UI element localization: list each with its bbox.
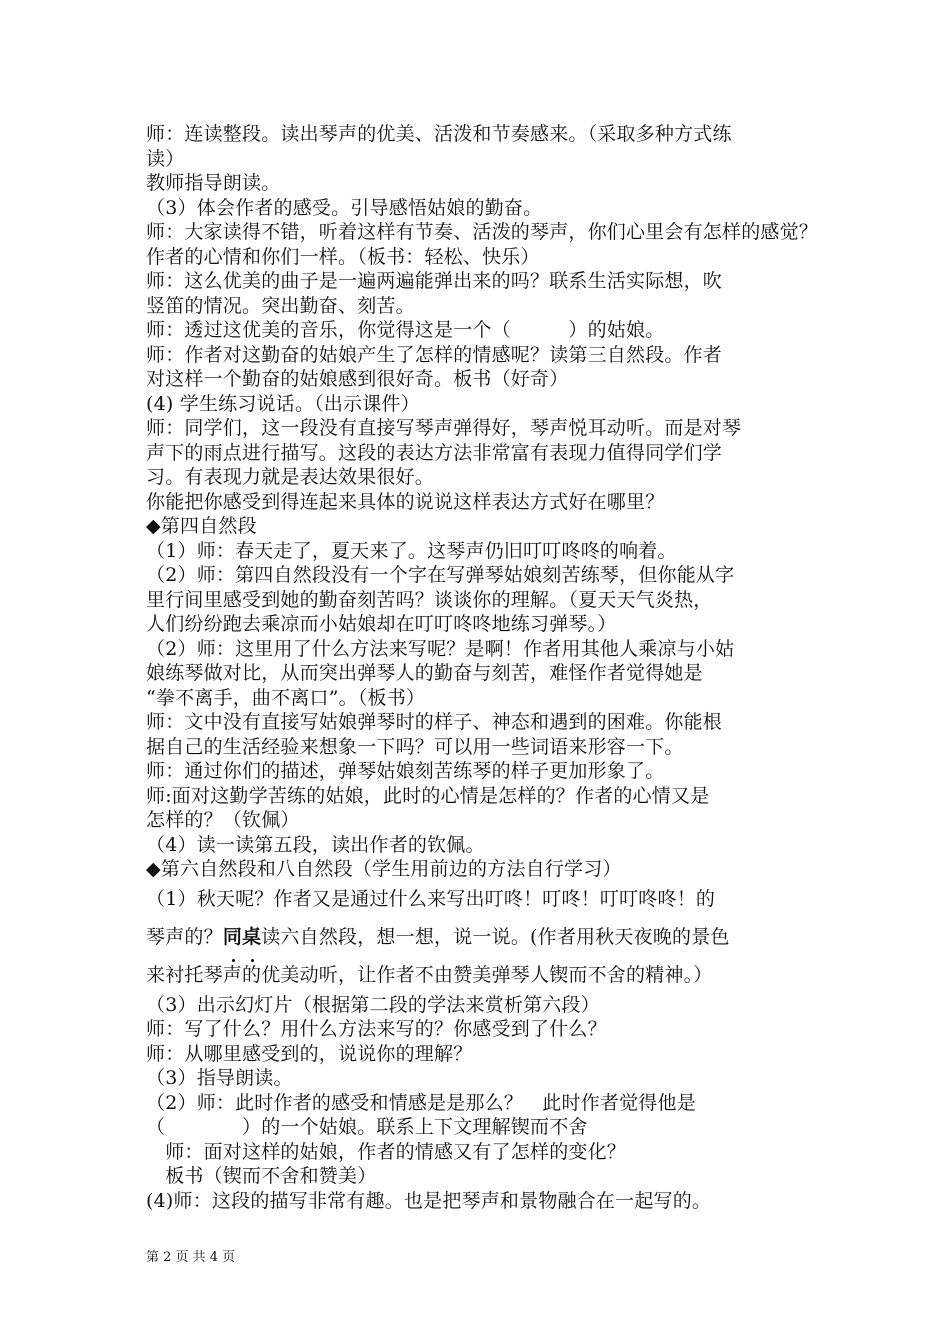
emphasized-word: 同桌 (222, 925, 262, 948)
text-line: （1）师：春天走了，夏天来了。这琴声仍旧叮叮咚咚的响着。 (146, 539, 677, 562)
text-line: 师：透过这优美的音乐，你觉得这是一个（ ）的姑娘。 (146, 319, 665, 341)
text-line: (4)师：这段的描写非常有趣。也是把琴声和景物融合在一起写的。 (146, 1189, 712, 1212)
section-heading: ◆第四自然段 (146, 515, 257, 537)
section-heading: ◆第六自然段和八自然段（学生用前边的方法自行学习） (146, 858, 622, 880)
text-line: 竖笛的情况。突出勤奋、刻苦。 (146, 294, 415, 317)
emphasized-text (223, 917, 261, 958)
text-line: 师：面对这样的姑娘，作者的情感又有了怎样的变化？ (146, 1140, 627, 1163)
emphasis-dot (232, 959, 235, 962)
text-line: 师：从哪里感受到的，说说你的理解？ (146, 1042, 473, 1065)
text-line: 你能把你感受到得连起来具体的说说这样表达方式好在哪里？ (146, 490, 665, 513)
text-line: （2）师：这里用了什么方法来写呢？是啊！作者用其他人乘凉与小姑 (146, 637, 735, 660)
text-line: 据自己的生活经验来想象一下吗？可以用一些词语来形容一下。 (146, 735, 684, 758)
text-line: （4）读一读第五段，读出作者的钦佩。 (146, 833, 485, 856)
text-line: （2）师：此时作者的感受和情感是是那么？ 此时作者觉得他是 (146, 1091, 696, 1114)
text-line: （3）指导朗读。 (146, 1067, 293, 1089)
text-line: （ ）的一个姑娘。联系上下文理解锲而不舍 (146, 1116, 588, 1138)
text-line: 来衬托琴声的优美动听，让作者不由赞美弹琴人锲而不舍的精神。） (146, 963, 713, 986)
text-line: （3）出示幻灯片（根据第二段的学法来赏析第六段） (146, 993, 600, 1016)
page-footer: 第 2 页 共 4 页 (146, 1250, 236, 1265)
text-line: 习。有表现力就是表达效果很好。 (146, 466, 435, 488)
text-line: 板书（锲而不舍和赞美） (146, 1165, 377, 1187)
text-line: 里行间里感受到她的勤奋刻苦吗？谈谈你的理解。（夏天天气炎热， (146, 588, 713, 611)
text-line: 师：作者对这勤奋的姑娘产生了怎样的情感呢？读第三自然段。作者 (146, 343, 723, 366)
text-line: 师：通过你们的描述，弹琴姑娘刻苦练琴的样子更加形象了。 (146, 760, 665, 782)
text-line: （1）秋天呢？作者又是通过什么来写出叮咚！叮咚！叮叮咚咚！的 (146, 887, 716, 910)
text-segment: 读六自然段，想一想，说一说。(作者用秋天夜晚的景色 (261, 925, 730, 948)
text-line: 人们纷纷跑去乘凉而小姑娘却在叮叮咚咚地练习弹琴。） (146, 613, 617, 635)
text-line: 师：大家读得不错，听着这样有节奏、活泼的琴声，你们心里会有怎样的感觉？ (146, 221, 819, 243)
text-line: 师：这么优美的曲子是一遍两遍能弹出来的吗？联系生活实际想，吹 (146, 270, 723, 292)
text-segment: 琴声的？ (146, 925, 223, 948)
text-line: “拳不离手，曲不离口”。（板书） (146, 686, 426, 709)
text-line: 读） (146, 147, 185, 170)
text-line: 师:面对这勤学苦练的姑娘，此时的心情是怎样的？作者的心情又是 (146, 784, 710, 807)
text-line: 对这样一个勤奋的姑娘感到很好奇。板书（好奇） (146, 368, 569, 390)
text-line: 师：同学们，这一段没有直接写琴声弹得好，琴声悦耳动听。而是对琴 (146, 417, 742, 439)
text-line: （2）师：第四自然段没有一个字在写弹琴姑娘刻苦练琴，但你能从字 (146, 564, 735, 586)
text-line: 师：文中没有直接写姑娘弹琴时的样子、神态和遇到的困难。你能根 (146, 711, 723, 733)
text-line: 声下的雨点进行描写。这段的表达方法非常富有表现力值得同学们学 (146, 441, 723, 464)
text-line: (4) 学生练习说话。（出示课件） (146, 392, 420, 415)
text-line: 怎样的？（钦佩） (146, 809, 300, 831)
text-line-with-emphasis (146, 917, 936, 958)
text-line: 师：连读整段。读出琴声的优美、活泼和节奏感来。（采取多种方式练 (146, 123, 732, 145)
text-line: 娘练琴做对比，从而突出弹琴人的勤奋与刻苦，难怪作者觉得她是 (146, 662, 703, 684)
text-line: 师：写了什么？用什么方法来写的？你感受到了什么？ (146, 1018, 607, 1040)
emphasis-dot (251, 959, 254, 962)
text-line: 作者的心情和你们一样。（板书：轻松、快乐） (146, 245, 540, 268)
text-line: 教师指导朗读。 (146, 172, 281, 194)
document-body (146, 122, 936, 1213)
text-line: （3）体会作者的感受。引导感悟姑娘的勤奋。 (146, 196, 543, 219)
